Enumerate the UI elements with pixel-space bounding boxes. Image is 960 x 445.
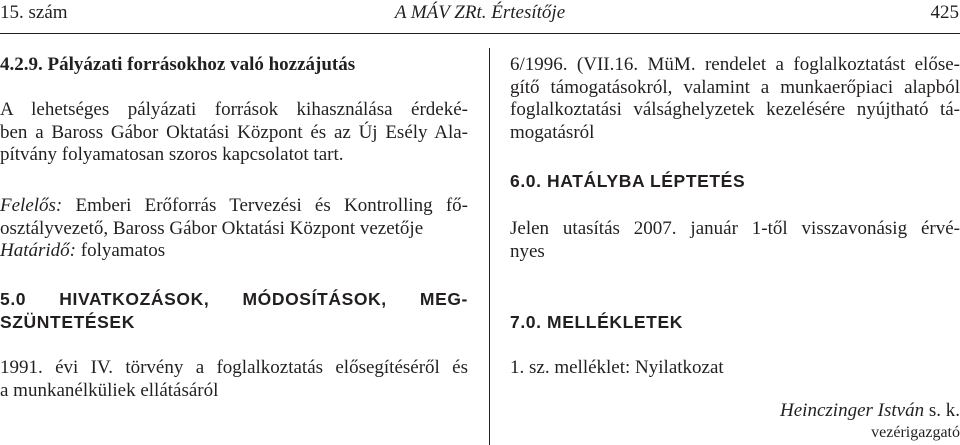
page-header bbox=[0, 2, 960, 32]
law-reference bbox=[0, 357, 468, 402]
header-rule bbox=[0, 33, 960, 34]
section-heading-6: 6.0. HATÁLYBA LÉPTETÉS bbox=[510, 171, 746, 191]
deadline-line bbox=[0, 240, 468, 263]
annex-item: 1. sz. melléklet: Nyilatkozat bbox=[510, 357, 724, 378]
decree-line: foglalkoztatási válsághelyzetek kezelésére nyújtható tá- bbox=[510, 99, 960, 120]
responsible-text: Emberi Erőforrás Tervezési és Kontrolling fő- bbox=[62, 195, 468, 216]
section-heading-5 bbox=[0, 288, 468, 334]
responsible-label: Felelős: bbox=[0, 195, 63, 216]
deadline-label: Határidő: bbox=[0, 240, 76, 261]
deadline-value: folyamatos bbox=[76, 240, 166, 261]
access-paragraph bbox=[0, 99, 468, 167]
signature-name: Heinczinger István bbox=[780, 400, 925, 421]
decree-line: 6/1996. (VII.16. MüM. rendelet a foglalkoztatást előse- bbox=[510, 54, 960, 75]
law-line: 1991. évi IV. törvény a foglalkoztatás elősegítéséről és bbox=[0, 357, 468, 378]
column-divider bbox=[489, 48, 490, 445]
signature-suffix: s. k. bbox=[924, 400, 960, 421]
heading-line: 5.0 HIVATKOZÁSOK, MÓDOSÍTÁSOK, MEG- bbox=[0, 289, 468, 309]
effective-line: nyes bbox=[510, 240, 545, 262]
issue-number: 15. szám bbox=[0, 2, 68, 23]
signature-title: vezérigazgató bbox=[871, 424, 960, 441]
heading-line: SZÜNTETÉSEK bbox=[0, 312, 135, 332]
responsible-line bbox=[0, 195, 468, 218]
signature-name-line bbox=[510, 400, 960, 423]
paragraph-line: ben a Baross Gábor Oktatási Központ és az Új Esély Ala- bbox=[0, 121, 468, 143]
effective-line: Jelen utasítás 2007. január 1-től visszavonásig érvé- bbox=[510, 218, 960, 239]
responsibility-block bbox=[0, 195, 468, 263]
publication-title: A MÁV ZRt. Értesítője bbox=[394, 2, 566, 23]
responsible-line-2: osztályvezető, Baross Gábor Oktatási Központ vezetője bbox=[0, 217, 424, 239]
paragraph-line: pítvány folyamatosan szoros kapcsolatot tart. bbox=[0, 144, 344, 165]
decree-line: mogatásról bbox=[510, 121, 595, 143]
effective-date bbox=[510, 218, 960, 263]
decree-line: gítő támogatásokról, valamint a munkaerőpiaci alapból bbox=[510, 76, 960, 98]
decree-reference bbox=[510, 54, 960, 144]
section-heading-4-2-9: 4.2.9. Pályázati forrásokhoz való hozzájutás bbox=[0, 54, 356, 75]
section-heading-7: 7.0. MELLÉKLETEK bbox=[510, 312, 683, 332]
paragraph-line: A lehetséges pályázati források kihasználása érdeké- bbox=[0, 99, 468, 120]
page-number: 425 bbox=[930, 2, 959, 23]
law-line: a munkanélküliek ellátásáról bbox=[0, 379, 219, 401]
